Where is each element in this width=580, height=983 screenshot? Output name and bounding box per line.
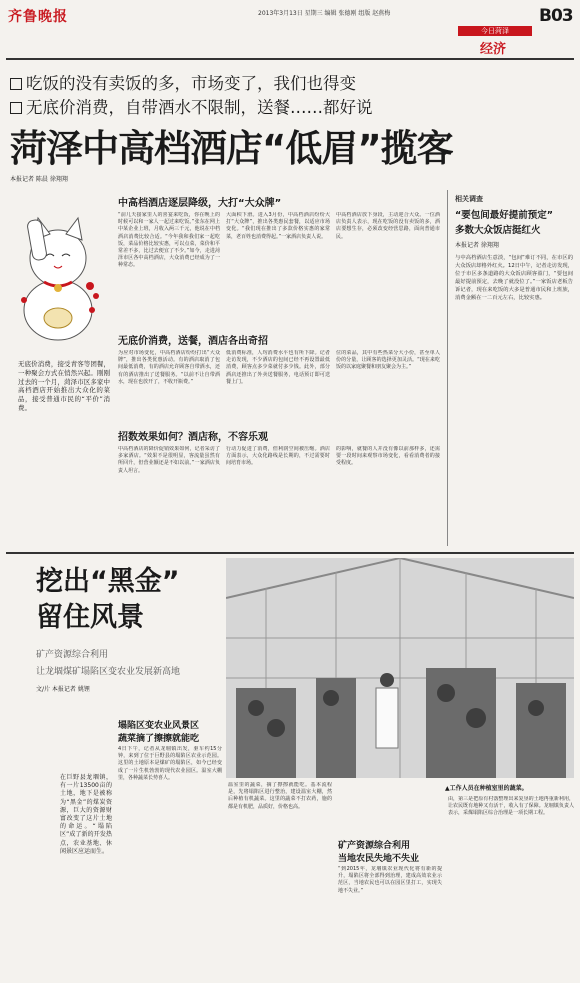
story2-sidebar-text: 在巨野县龙堌镇，有一片13500亩的土地，地下是被称为“黑金”的煤炭资源，巨大的资源财富改变了这片土地的命运。“塌陷区”成了新的开发热点，农业基地、休闲景区应运而生。 [60, 774, 112, 855]
newspaper-masthead: 齐鲁晚报 [8, 9, 68, 25]
related-byline: 本报记者 徐翔翔 [455, 242, 499, 249]
story1-column-6: 位的菜品，其中有些热菜分大小份，甚至单人份的分量，让顾客的选择更加灵活。“现在来吃饭的以家庭聚餐和朋友聚会为主。” [336, 350, 440, 371]
story2-headline-line-2: 留住风景 [36, 602, 144, 633]
story1-deck-line-1: 吃饭的没有卖饭的多，市场变了，我们也得变 [10, 70, 356, 94]
story1-column-2: 大面积下滑。进入3月份，中高档酒店纷纷大打“大众牌”，推出各类惠民套餐，以适应市场变化。“我们现在推出了多款价格实惠的家常菜，老百姓也消费得起。”一家酒店负责人说。 [226, 212, 330, 240]
story2-headline-line-1: 挖出“黑金” [36, 566, 180, 597]
page-number: B03 [539, 6, 573, 26]
story1-column-1: “前几天接家里人的喜宴来吃饭，你在晚上的时候可以和一家人一起过来吃饭。”张东在网上中某企业上班，月收入两三千元，他说在中档酒店消费比较合适。“今年我和我们家一起吃饭，菜品价格比较实惠，可以点菜，菜价和平常差不多，比过去便宜了不少。”如今，走进菏泽市区各中高档酒店，大众消费已经成为了一种常态。 [118, 212, 220, 269]
story1-column-3: 中高档酒店放下身段，主动迎合大众。一位酒店负责人表示，现在吃饭的没有卖饭的多，酒店要想生存，必须改变经营思路，面向普通市民。 [336, 212, 440, 240]
story-divider [6, 552, 574, 554]
story2-column-3: “到2015年，龙堌镇农业现代化将有新的提升，塌陷区将全部得到治理，建成高效农业示范区，当地农民也可以在园区里打工，实现失地不失业。” [338, 866, 442, 894]
story2-subhead-3: 矿产资源综合利用 [338, 841, 411, 851]
header-divider [6, 58, 574, 60]
dateline: 2013年3月13日 星期三 编辑 张德刚 组版 赵燕梅 [258, 10, 391, 17]
checkbox-square-icon [10, 102, 22, 114]
story1-deck-line-2: 无底价消费，自带酒水不限制，送餐……都好说 [10, 94, 373, 118]
story2-subhead-1: 塌陷区变农业风景区 [118, 721, 200, 731]
story1-column-8: 行动力促进了消费，但利润空间被压缩。酒店方面表示，大众化路线是长期的，不过需要时间培育市场。 [226, 446, 330, 467]
story1-subhead-2: 无底价消费，送餐，酒店各出奇招 [118, 336, 268, 347]
story2-deck-1: 矿产资源综合利用 [36, 650, 109, 660]
section-title: 经济 [480, 42, 507, 57]
greenhouse-photo [226, 558, 574, 778]
story2-subhead-2: 蔬菜摘了擦擦就能吃 [118, 734, 200, 744]
related-body: 与中高档酒店生意淡，“包间”难订不同，在市区的大众饭店却格外红火。12日中午，记者走访发现，位于市区多条道路的大众饭店顾客盈门，“要包间最好提前预定，去晚了就没位了。”一家饭店老板告诉记者，现在来吃饭的大多是普通市民和上班族，消费金额在一二百元左右，比较实惠。 [455, 255, 573, 301]
related-title-1: “要包间最好提前预定” [455, 210, 553, 221]
story2-column-2: 温室里的蔬菜，摘了擦擦就能吃。基本流程是，先将塌陷区进行整治，建设温室大棚，然后种植有机蔬菜。这里的蔬菜不打农药，施的都是有机肥，品质好，价格也高。 [228, 782, 332, 810]
column-divider [447, 190, 448, 546]
story1-subhead-3: 招数效果如何？酒店称，不容乐观 [118, 432, 268, 443]
story1-byline: 本报记者 陈晨 徐翔翔 [10, 176, 68, 183]
checkbox-square-icon [10, 78, 22, 90]
story2-byline: 文/片 本报记者 姚锂 [36, 686, 90, 693]
story1-subhead-1: 中高档酒店逐层降级，大打“大众牌” [118, 198, 282, 209]
photo-caption: ▲工作人员在种植室里的蔬菜。 [445, 785, 528, 792]
lucky-cat-illustration [8, 200, 108, 350]
greenhouse-scene [226, 558, 574, 778]
story1-column-4: 为应对市场变化，中高档酒店纷纷打出“大众牌”，推出各类优惠活动。有的酒店取消了包间最低消费，有的酒店允许顾客自带酒水，还有的酒店推出了送餐服务。“以前不让自带酒水，现在也放开了，不收开瓶费。” [118, 350, 220, 385]
story2-subhead-4: 当地农民失地不失业 [338, 854, 420, 864]
related-title-2: 多数大众饭店挺红火 [455, 225, 541, 236]
story1-sidebar-text: 无底价消费，接受青客等团餐，一种聚会方式在悄然兴起。刚刚过去的一个月，菏泽市区多家中高档酒店开始推出大众化的菜品，接受普通市民的“平价”消费。 [18, 360, 110, 412]
story2-column-1: 4日下午，记者从龙堌镇出发，驱车约15分钟，来到了位于巨野县的塌陷区农业示范园。这里的土地原本是煤矿的塌陷区，如今已经变成了一片生机勃勃的现代农业园区。温室大棚里，各种蔬菜长势喜人。 [118, 746, 222, 781]
story1-column-7: 中高档酒店的降价促销效果如何，记者采访了多家酒店。“效果不是很明显，客流量虽然有所回升，但营业额还是不如以前。”一家酒店负责人坦言。 [118, 446, 220, 474]
story1-column-5: 低消费标准，人均消费水平也有所下降。记者走访发现，不少酒店的包间已经不再设置最低消费，顾客点多少菜就付多少钱。此外，部分酒店还推出了外卖送餐服务，电话预订即可送餐上门。 [226, 350, 330, 385]
region-label: 今日菏泽 [458, 26, 532, 36]
story1-column-9: 的影响，就餐的人并没有像以前那样多，还需要一段时间来观察市场变化，看看消费者的接受程度。 [336, 446, 440, 467]
story2-deck-2: 让龙堌煤矿塌陷区变农业发展新高地 [36, 667, 181, 677]
story2-column-4: 由，第三是把原有村落整理出来复垦的土地再重新利用，让农民既有地种又有活干，收入有了保障。龙堌镇负责人表示，采煤塌陷区综合治理是一项长期工程。 [448, 796, 574, 817]
related-tag: 相关调查 [455, 195, 483, 203]
story1-headline: 菏泽中高档酒店“低眉”揽客 [10, 127, 453, 170]
